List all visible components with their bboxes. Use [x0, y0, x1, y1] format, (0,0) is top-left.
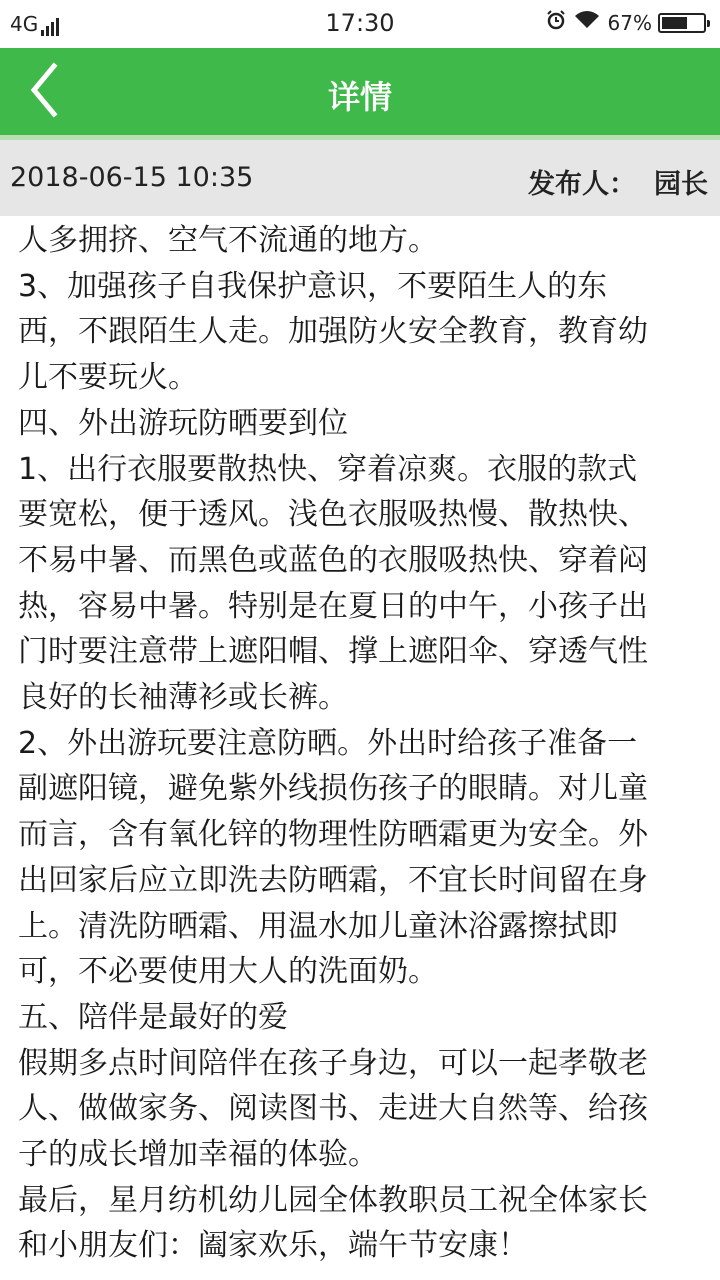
- article-line: 四、外出游玩防晒要到位: [18, 405, 348, 441]
- article-line: 2、外出游玩要注意防晒。外出时给孩子准备一: [18, 725, 638, 761]
- battery-fill: [662, 17, 687, 29]
- article-line: 儿不要玩火。: [18, 360, 198, 396]
- article-line: 而言，含有氧化锌的物理性防晒霜更为安全。外: [18, 817, 648, 853]
- alarm-icon: [546, 10, 566, 35]
- article-line: 人、做做家务、阅读图书、走进大自然等、给孩: [18, 1091, 648, 1127]
- battery-percent: 67%: [607, 10, 652, 35]
- article-line: 西，不跟陌生人走。加强防火安全教育，教育幼: [18, 314, 648, 350]
- article-line: 子的成长增加幸福的体验。: [18, 1137, 378, 1173]
- publish-date: 2018-06-15 10:35: [10, 162, 254, 193]
- article-line: 要宽松，便于透风。浅色衣服吸热慢、散热快、: [18, 497, 648, 533]
- article-line: 1、出行衣服要散热快、穿着凉爽。衣服的款式: [18, 451, 638, 487]
- article-line: 人多拥挤、空气不流通的地方。: [18, 223, 438, 258]
- page-title: 详情: [327, 78, 392, 116]
- article-line: 可，不必要使用大人的洗面奶。: [18, 954, 438, 990]
- article-line: 最后，星月纺机幼儿园全体教职员工祝全体家长: [18, 1182, 648, 1218]
- battery-icon: [658, 13, 706, 33]
- app-header: [0, 48, 720, 140]
- article-line: 不易中暑、而黑色或蓝色的衣服吸热快、穿着闷: [18, 542, 648, 578]
- article-line: 良好的长袖薄衫或长裤。: [18, 680, 348, 716]
- article-line: 3、加强孩子自我保护意识，不要陌生人的东: [18, 268, 608, 304]
- meta-bar: [0, 140, 720, 216]
- article-line: 副遮阳镜，避免紫外线损伤孩子的眼睛。对儿童: [18, 771, 648, 807]
- publisher: [528, 162, 708, 201]
- publisher-label: 发布人：: [528, 169, 636, 200]
- network-type: 4G: [10, 12, 39, 36]
- status-time: 17:30: [325, 9, 395, 37]
- article-line: 和小朋友们：阖家欢乐，端午节安康！: [18, 1228, 528, 1264]
- article-line: 热，容易中暑。特别是在夏日的中午，小孩子出: [18, 588, 648, 624]
- article-line: 门时要注意带上遮阳帽、撑上遮阳伞、穿透气性: [18, 634, 648, 670]
- wifi-icon: [574, 10, 600, 35]
- article-line: 假期多点时间陪伴在孩子身边，可以一起孝敬老: [18, 1045, 648, 1081]
- article-body: [18, 218, 708, 1269]
- status-bar: [0, 0, 720, 48]
- publisher-name: 园长: [654, 169, 708, 200]
- article-line: 五、陪伴是最好的爱: [18, 999, 288, 1035]
- status-right: [546, 10, 706, 35]
- article-line: 出回家后应立即洗去防晒霜，不宜长时间留在身: [18, 862, 648, 898]
- article-line: 上。清洗防晒霜、用温水加儿童沐浴露擦拭即: [18, 908, 618, 944]
